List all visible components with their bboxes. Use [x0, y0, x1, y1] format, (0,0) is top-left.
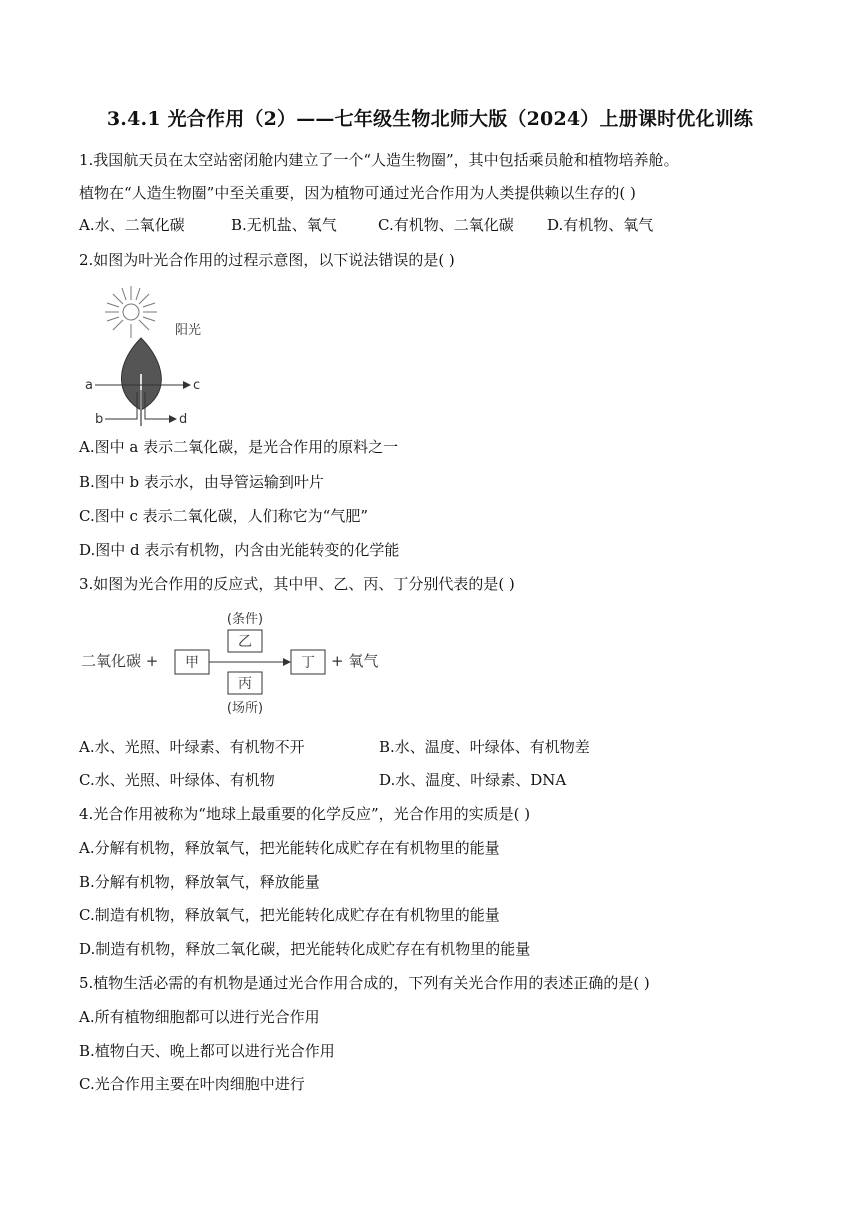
svg-text:甲: 甲 [185, 655, 199, 671]
label-c: c [193, 378, 201, 393]
q1-option-b: B.无机盐、氧气 [231, 216, 337, 234]
q3-options-row1 [79, 737, 590, 757]
q3-option-b: B.水、温度、叶绿体、有机物差 [379, 738, 590, 756]
reactant-co2: 二氧化碳 + [81, 652, 159, 670]
q5-option-a: A.所有植物细胞都可以进行光合作用 [79, 1008, 320, 1026]
svg-text:乙: 乙 [238, 634, 252, 650]
document-title: 3.4.1 光合作用（2）——七年级生物北师大版（2024）上册课时优化训练 [106, 108, 754, 130]
q4-stem: 4.光合作用被称为“地球上最重要的化学反应”，光合作用的实质是( ) [79, 805, 531, 823]
photosynthesis-equation-figure [79, 604, 399, 722]
q3-options-row2 [79, 770, 566, 790]
q2-option-d: D.图中 d 表示有机物，内含由光能转变的化学能 [79, 541, 400, 559]
q3-option-d: D.水、温度、叶绿素、DNA [379, 771, 567, 789]
q3-option-c: C.水、光照、叶绿体、有机物 [79, 771, 275, 789]
label-d: d [179, 412, 188, 427]
q2-option-a: A.图中 a 表示二氧化碳，是光合作用的原料之一 [79, 438, 399, 456]
q1-options [79, 215, 653, 235]
q2-option-c: C.图中 c 表示二氧化碳，人们称它为“气肥” [79, 507, 368, 525]
q1-stem-line1: 1.我国航天员在太空站密闭舱内建立了一个“人造生物圈”，其中包括乘员舱和植物培养舱。 [79, 151, 679, 169]
q2-stem: 2.如图为叶光合作用的过程示意图，以下说法错误的是( ) [79, 251, 455, 269]
leaf-photosynthesis-figure [79, 282, 219, 430]
q3-option-a: A.水、光照、叶绿素、有机物不开 [79, 738, 305, 756]
q5-stem: 5.植物生活必需的有机物是通过光合作用合成的，下列有关光合作用的表述正确的是( ) [79, 974, 650, 992]
condition-label: (条件) [226, 612, 264, 627]
sun-label: 阳光 [175, 323, 202, 338]
sun-icon [105, 286, 157, 338]
q4-option-a: A.分解有机物，释放氧气，把光能转化成贮存在有机物里的能量 [79, 839, 500, 857]
q5-option-c: C.光合作用主要在叶肉细胞中进行 [79, 1075, 305, 1093]
q1-stem-line2: 植物在“人造生物圈”中至关重要，因为植物可通过光合作用为人类提供赖以生存的( ) [79, 184, 636, 202]
label-b: b [95, 412, 104, 427]
q4-option-c: C.制造有机物，释放氧气，把光能转化成贮存在有机物里的能量 [79, 906, 500, 924]
q1-option-c: C.有机物、二氧化碳 [378, 216, 514, 234]
svg-text:丙: 丙 [238, 676, 252, 692]
svg-text:丁: 丁 [301, 655, 315, 671]
q3-stem: 3.如图为光合作用的反应式，其中甲、乙、丙、丁分别代表的是( ) [79, 575, 515, 593]
q5-option-b: B.植物白天、晚上都可以进行光合作用 [79, 1042, 335, 1060]
product-o2: + 氧气 [331, 652, 379, 670]
place-label: (场所) [226, 701, 264, 716]
q4-option-d: D.制造有机物，释放二氧化碳，把光能转化成贮存在有机物里的能量 [79, 940, 531, 958]
q1-option-a: A.水、二氧化碳 [79, 216, 185, 234]
label-a: a [85, 378, 93, 393]
q2-option-b: B.图中 b 表示水，由导管运输到叶片 [79, 473, 324, 491]
q1-option-d: D.有机物、氧气 [547, 216, 654, 234]
q4-option-b: B.分解有机物，释放氧气，释放能量 [79, 873, 320, 891]
